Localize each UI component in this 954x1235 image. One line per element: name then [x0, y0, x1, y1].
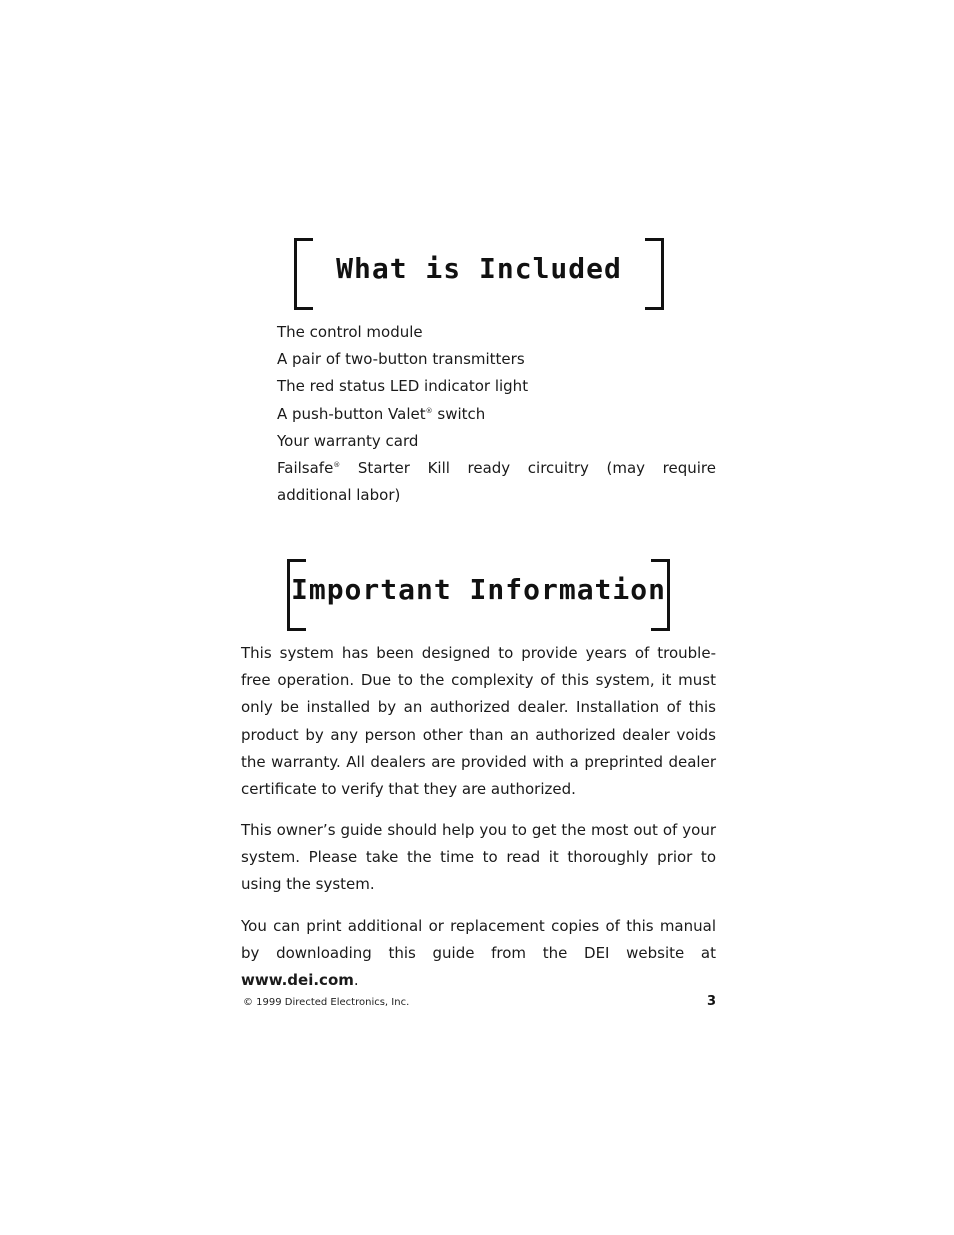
list-item: Your warranty card — [277, 431, 419, 450]
list-item: A push-button Valet® switch — [277, 404, 486, 423]
list-item: The control module — [277, 323, 423, 341]
section-heading-what-is-included — [294, 238, 664, 308]
right-bracket — [645, 238, 664, 310]
page-number: 3 — [706, 994, 716, 1009]
heading-title: Important Information — [290, 573, 666, 606]
paragraph-owners-guide: This owner’s guide should help you to get the most out of your system. Please take the time to read it thoroughly prior to using the system. — [241, 821, 716, 894]
paragraph-download: You can print additional or replacement copies of this manual by downloading this guide from the DEI website at www.dei.com. — [241, 917, 716, 990]
registered-mark: ® — [425, 406, 433, 415]
paragraph-installation: This system has been designed to provide years of trouble-free operation. Due to the complexity of this system, it must only be installed by an authorized dealer. Installation of this product by any person other than an authorized dealer voids the warranty. All dealers are provided with a preprinted dealer certificate to verify that they are authorized. — [241, 644, 716, 799]
included-items-list — [277, 319, 716, 509]
website-url: www.dei.com — [241, 971, 354, 990]
list-item: The red status LED indicator light — [277, 377, 529, 396]
list-item: Failsafe® Starter Kill ready circuitry (may require additional labor) — [277, 459, 716, 505]
copyright-notice: © 1999 Directed Electronics, Inc. — [243, 997, 410, 1008]
heading-title: What is Included — [336, 252, 622, 285]
list-item: A pair of two-button transmitters — [277, 350, 525, 369]
registered-mark: ® — [333, 461, 341, 470]
section-heading-important-information — [287, 559, 670, 629]
right-bracket — [651, 559, 670, 631]
